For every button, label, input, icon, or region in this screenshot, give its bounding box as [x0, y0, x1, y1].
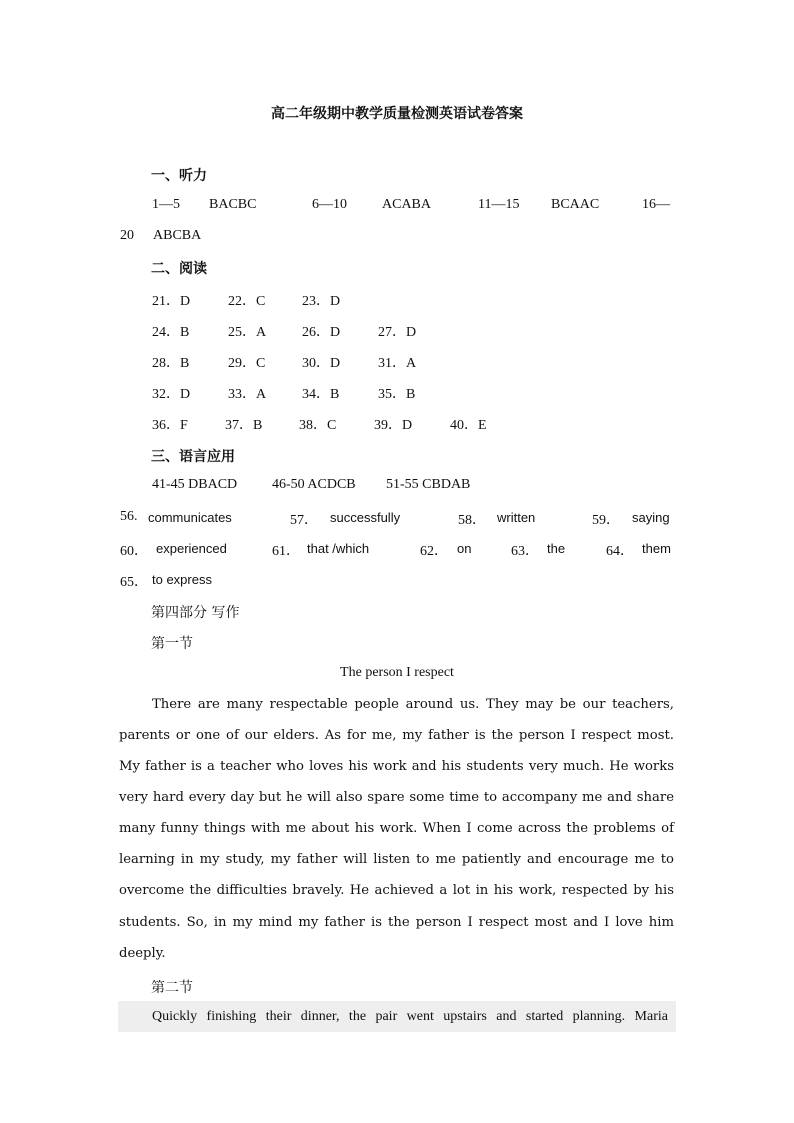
- reading-answer: 37．B: [225, 418, 263, 433]
- listening-answers-1: BACBC: [209, 197, 257, 212]
- reading-answer: 28．B: [152, 356, 190, 371]
- fill-word: saying: [632, 510, 670, 525]
- cloze-answers: 41-45 DBACD: [152, 477, 238, 492]
- fill-word: that /which: [307, 541, 370, 556]
- fill-num: 60．: [120, 544, 148, 559]
- section-heading-reading: 二、阅读: [151, 261, 207, 277]
- fill-num: 65．: [120, 575, 148, 590]
- fill-word: communicates: [148, 510, 232, 525]
- fill-num: 59．: [592, 513, 620, 528]
- writing-part-1-heading: 第一节: [151, 636, 193, 652]
- listening-range-4-cont: 20: [120, 228, 134, 243]
- fill-num: 57．: [290, 513, 318, 528]
- essay-line: many funny things with me about his work. When I come across the problems of: [119, 821, 674, 836]
- listening-range-4: 16—: [642, 197, 670, 212]
- listening-answers-4: ABCBA: [153, 228, 202, 243]
- fill-word: the: [547, 541, 566, 556]
- reading-answer: 24．B: [152, 325, 190, 340]
- page-title: 高二年级期中教学质量检测英语试卷答案: [271, 106, 523, 122]
- reading-answer: 32．D: [152, 387, 191, 402]
- reading-answer: 39．D: [374, 418, 413, 433]
- reading-answer: 36．F: [152, 418, 188, 433]
- fill-num: 58．: [458, 513, 486, 528]
- listening-range-2: 6—10: [312, 197, 347, 212]
- section-heading-language: 三、语言应用: [151, 449, 235, 465]
- essay-line: My father is a teacher who loves his work and his students very much. He works: [119, 759, 674, 774]
- reading-answer: 26．D: [302, 325, 341, 340]
- essay-line: very hard every day but he will also spare some time to accompany me and share: [119, 790, 674, 805]
- reading-answer: 30．D: [302, 356, 341, 371]
- essay-line: deeply.: [119, 946, 166, 961]
- section-heading-listening: 一、听力: [151, 168, 207, 184]
- fill-num: 62．: [420, 544, 448, 559]
- cloze-answers: 46-50 ACDCB: [272, 477, 356, 492]
- fill-word: successfully: [330, 510, 401, 525]
- listening-answers-2: ACABA: [382, 197, 432, 212]
- fill-num: 61．: [272, 544, 300, 559]
- writing-part-2-heading: 第二节: [151, 980, 193, 996]
- essay-line: students. So, in my mind my father is the person I respect most and I love him: [119, 915, 674, 930]
- fill-word: on: [457, 541, 472, 556]
- reading-answer: 40．E: [450, 418, 487, 433]
- essay-line: overcome the difficulties bravely. He achieved a lot in his work, respected by his: [119, 883, 674, 898]
- continuation-line: Quickly finishing their dinner, the pair went upstairs and started planning. Maria: [152, 1009, 668, 1024]
- reading-answer: 31．A: [378, 356, 417, 371]
- section-heading-writing: 第四部分 写作: [151, 605, 240, 621]
- fill-word: them: [642, 541, 671, 556]
- reading-answer: 34．B: [302, 387, 340, 402]
- fill-word: experienced: [156, 541, 227, 556]
- listening-answers-3: BCAAC: [551, 197, 600, 212]
- reading-answer: 33．A: [228, 387, 267, 402]
- reading-answer: 21．D: [152, 294, 191, 309]
- fill-num: 64．: [606, 544, 634, 559]
- reading-answer: 38．C: [299, 418, 337, 433]
- fill-num: 56.: [120, 509, 138, 524]
- reading-answer: 23．D: [302, 294, 341, 309]
- essay-title: The person I respect: [340, 665, 454, 680]
- reading-answer: 35．B: [378, 387, 416, 402]
- reading-answer: 22．C: [228, 294, 266, 309]
- essay-line: learning in my study, my father will listen to me patiently and encourage me to: [119, 852, 674, 867]
- reading-answer: 25．A: [228, 325, 267, 340]
- reading-answer: 27．D: [378, 325, 417, 340]
- cloze-answers: 51-55 CBDAB: [386, 477, 471, 492]
- listening-range-1: 1—5: [152, 197, 180, 212]
- listening-range-3: 11—15: [478, 197, 520, 212]
- fill-num: 63．: [511, 544, 539, 559]
- essay-line: parents or one of our elders. As for me, my father is the person I respect most.: [119, 728, 674, 743]
- reading-answer: 29．C: [228, 356, 266, 371]
- fill-word: written: [497, 510, 536, 525]
- fill-word: to express: [152, 572, 212, 587]
- essay-line: There are many respectable people around us. They may be our teachers,: [152, 697, 674, 712]
